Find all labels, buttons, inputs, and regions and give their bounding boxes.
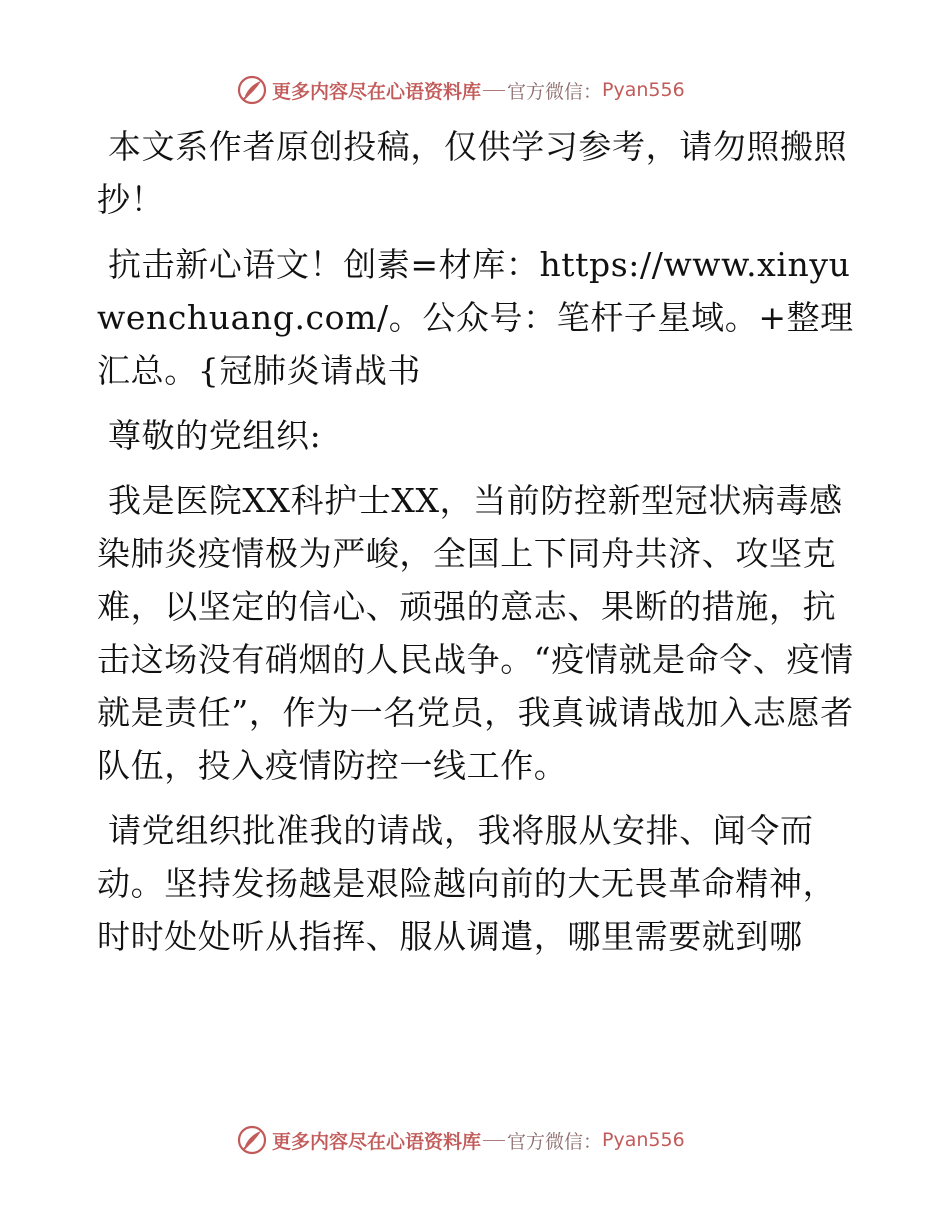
quill-pen-logo-icon <box>236 1124 268 1156</box>
quill-pen-logo-icon <box>236 74 268 106</box>
banner-wechat-label: 官方微信： <box>507 1130 603 1153</box>
paragraph-body-1: 我是医院XX科护士XX，当前防控新型冠状病毒感染肺炎疫情极为严峻，全国上下同舟共济、攻坚克难，以坚定的信心、顽强的意志、果断的措施，抗击这场没有硝烟的人民战争。“疫情就是命令、疫情就是责任”，作为一名党员，我真诚请战加入志愿者队伍，投入疫情防控一线工作。 <box>97 481 854 785</box>
banner-divider <box>483 90 505 91</box>
footer-banner <box>236 1122 685 1158</box>
header-banner <box>236 72 685 108</box>
paragraph-disclaimer: 本文系作者原创投稿，仅供学习参考，请勿照搬照抄！ <box>97 127 848 219</box>
banner-site-text: 更多内容尽在心语资料库 <box>272 1130 482 1153</box>
document-body <box>97 120 857 975</box>
paragraph-salutation: 尊敬的党组织: <box>108 416 322 455</box>
banner-wechat-label: 官方微信： <box>507 80 603 103</box>
banner-site-text: 更多内容尽在心语资料库 <box>272 80 482 103</box>
paragraph-source: 抗击新心语文！创素=材库：https://www.xinyuwenchuang.com/。公众号：笔杆子星域。+整理汇总。{冠肺炎请战书 <box>97 245 854 390</box>
banner-wechat-id: Pyan556 <box>602 79 685 101</box>
banner-wechat-id: Pyan556 <box>602 1129 685 1151</box>
paragraph-body-2: 请党组织批准我的请战，我将服从安排、闻令而动。坚持发扬越是艰险越向前的大无畏革命精神，时时处处听从指挥、服从调遣，哪里需要就到哪 <box>97 811 837 956</box>
banner-divider <box>483 1140 505 1141</box>
